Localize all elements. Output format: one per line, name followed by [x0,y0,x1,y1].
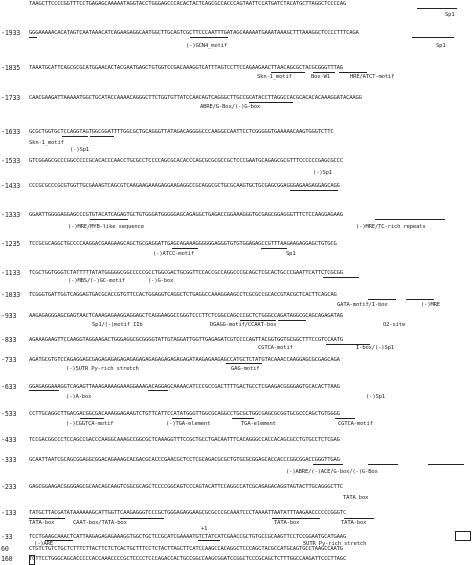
motif-label: (-)Sp1 [313,170,332,176]
sequence-line: CCCGCGCCCGCGTGGTTGCGAAAGTCAGCGTCAAGAAGAAAGAGGAAGAGGCCGCAGGCGCTGCGCAAGTGCTGCGAGCGGAGGGAGAAGAGGAGCAGG [29,183,340,189]
motif-label: (-)MRE/MYB-like sequence [68,224,144,230]
motif-label: GATA-motif/I-box [337,302,388,308]
sequence-line: CCTTGCAGGCTTGACGACGGCGACAAAGGAGAAGTCTGTTCATTCCATATGGGTTGGCGCAGGCCTGCGCTGGCGAGCGCGGTGCGCCCAGCTGTGGGG [29,411,340,417]
motif-underline [412,37,454,38]
motif-underline [261,248,287,249]
sequence-line: GGAATTGGGGAGGAGCCCGTGTACATCAGAGTGCTGTGGGATGGGGGAGCAGAGGCTGAGACCGGAAAGGGTGCGAGCGGAGGGTTTCTCCAAGGAGAAG [29,212,343,218]
motif-label: HRE/ATCT-motif [350,74,395,80]
motif-underline [272,518,320,519]
sequence-line: CTGTCTGTCTGCTCTTTCTTACTTCTCTCACTGCTTTCCTCTACTTAGCTTCATCCAAGCCACAGGCTCCCAGCTACGCCATGCAGTGCCTAAGCCAATG [29,546,343,552]
position-label: -1133 [1,269,21,277]
motif-underline [80,418,104,419]
motif-label: Skn-1_motif [257,74,292,80]
position-label: -1533 [1,157,21,165]
position-label: -933 [1,312,17,320]
position-label: -1835 [1,64,21,72]
motif-label: CAAT-box/TATA-box [73,520,127,526]
sequence-line: GAGCGGAAGACGGGGAGCGCAACAGCAAGTCGGCGCAGCTCCCCGGCAGTCCCAGTACATTCCAGGCCATCGCAGAGACAGGTAGTACTTGCAGGGCTTC [29,484,343,490]
sequence-line: TCCTGAAGCAAACTCATTAAGAGAGAGAAAGGTGGCTGCTCCGCATCGAAAATGTCTATCATCGAACCGCTGTGCCGCAAGTTCCTCCGGAATGCATGAAG [29,534,347,540]
sequence-line: TAAATGCATTCAGCGCGCATGGAACACTACGAATGAGCTGTGGTCCGACAAAGGTCATTTAGTCCTTCCAGAAGAACTTAACAGCGCTACGCGGGTTTAG [29,65,343,71]
start-codon-box [29,555,35,565]
motif-underline [90,136,114,137]
start-codon-box [455,531,471,541]
sequence-line: AGAAAGAAGTTCCAAGGTAGGAAGACTGGGAGGCGCGGGGTATTGTAGGATTGGTTGAGAGATCGTCCCCAGTTACGGTGGTGCGGCTTTCCGTCCAATG [29,337,343,343]
motif-label: (-)A-box [66,394,92,400]
motif-underline [313,464,343,465]
motif-underline [232,418,254,419]
motif-label: Sp1 [286,251,296,257]
motif-label: (-)G-box [148,278,174,284]
motif-underline [190,37,228,38]
motif-label: CGTCA-motif [338,421,373,427]
sequence-line: TAAGCTTCCCCGGTTTCCTGAGAGCAAAAATAGGTACCTGGGAGCCCACACTACTCAGCGCCACCCAGTAATTCCATGATCTACATGCTTAGGCTCCCCAG [29,1,347,7]
motif-label: (-)ABRE/(-)ACE/G-box/(-)G-Box [286,469,378,475]
position-label: -1333 [1,211,21,219]
sequence-line: TCGCTGGTGGGTCTATTTTTATATGGGGGCGGCCCCCGCCTGGCGACTGCGGTTCCACCGCCAGGCCCGCAGCTCGCACTGCCCGAATTCATTCTCGCGG [29,270,343,276]
motif-underline [335,418,355,419]
motif-underline [148,390,168,391]
motif-label: (-)Sp1 [366,394,385,400]
motif-underline [90,219,128,220]
position-label: -1933 [1,29,21,37]
motif-underline [428,464,464,465]
motif-underline [368,464,398,465]
motif-label: (-)ATCC-motif [153,251,195,257]
sequence-line: TCTTCCTGGGCAGCACCCCCACCAAACCCCGCTCCCCTCCCAGACCACTGCCGGCCAAGCGGATCCGGCTCCCGCAGCTCTTTGGCCAAGATTCCCTTAGC [29,556,347,562]
motif-underline [278,320,306,321]
motif-label: TATA-box [274,520,300,526]
motif-underline [120,518,164,519]
position-label: 160 [1,555,13,563]
sequence-line: CAACGAAGATTAAAAATGGCTGCATACCAAAACAGGGCTTCTGGTGTTATCCAACAGTCAGGGCTTGCCGCATACCTTAGGCCACGCACACACAAAGGATACAAGG [29,95,362,101]
motif-label: ABRE/G-Box/(-)G-box [200,104,261,110]
motif-underline [339,72,367,73]
position-label: -133 [1,509,17,517]
motif-underline [172,418,192,419]
motif-underline [29,37,37,38]
position-label: -433 [1,436,17,444]
motif-underline [29,518,65,519]
motif-underline [62,136,88,137]
motif-label: Box-W1 [311,74,330,80]
motif-label: (-)GCN4_motif [186,43,228,49]
position-label: -1033 [1,291,21,299]
position-label: -833 [1,336,17,344]
position-label: -333 [1,456,17,464]
transcription-start-label: +1 [201,526,208,532]
motif-label: TGA-element [241,421,276,427]
motif-underline [198,540,220,541]
motif-underline [368,299,396,300]
sequence-line: TCGGGTGATTGGTCAGGAGTGACGCACCGTGTTCCACTGGAGGTCAGGCTCTGAGGCCAAAGGAAGCCTCGCGCCGCACCGTACGCTCACTTCAGCAG [29,292,337,298]
motif-underline [326,344,370,345]
motif-label: 5UTR Py-rich stretch [303,541,367,547]
motif-label: (-)Sp1 [70,147,89,153]
motif-label: DGAGG-motif/CCAAT-box [210,322,277,328]
motif-underline [29,390,59,391]
motif-label: I-box/(-)Sp1 [356,345,394,351]
motif-underline [313,72,335,73]
motif-underline [344,518,374,519]
motif-underline [45,540,73,541]
sequence-line: AAGAGAGGGAGCGAGTAACTCAAAGAGAAGGAGGAGCTCAGGAAGGCCGGGTCCCTTCTCGGCCAGCCCGCTCTGGGCCAGATAGGCGCAGCAGAGATAG [29,313,343,319]
motif-label: (-)5UTR Py-rich stretch [66,366,139,372]
motif-underline [240,320,276,321]
sequence-line: GCAATTAATCGCAGCGGAGGCGGACAGAAAGCACGACGCACCCGAACGCTCCTCGCAGACGCGCTGTGCGCGGAGCACCACCCGGCGGACCGGGTTGAG [29,457,340,463]
position-label: 60 [1,545,9,553]
position-label: -733 [1,356,17,364]
motif-underline [417,8,457,9]
sequence-line: AGATGCGTGTCCAGAGGAGCGAGAGAGAGAGAGAGAGAGAGAGAGAGAGAGATAAGAGAAGAGCCATGCTCTATGTACAAACCAAGGAGCGCGAGCAGA [29,357,340,363]
position-label: -1433 [1,182,21,190]
position-label: -33 [1,533,13,541]
sequence-line: GTCGGAGCGCCCGGCCCCCGCACACCCAACCTGCGCCTCCCCAGCGCACACCCAGCGCGCGCCGCTCCCGAATGCAGAGCGCGTTTCCCCCCGAGCGCCC [29,158,343,164]
motif-label: Sp1 [445,12,455,18]
motif-underline [226,363,262,364]
motif-label: Sp1/(-)motif IIb [92,322,143,328]
motif-underline [406,299,434,300]
motif-label: (-)TGA-element [166,421,211,427]
motif-underline [249,102,293,103]
position-label: -1235 [1,240,21,248]
motif-label: TATA-box [29,520,55,526]
sequence-line: GGGAAAAACACATAGTCAATAAACATCAGAAGAGGCAATGGCTTGCAGTCGCTTCCCAATTTGATAGCAAAAATGAAATAAAGCTTTAAAGGCTCCCCTTTCAGA [29,30,359,36]
motif-label: (-)MBS/(-)GC-motif [68,278,125,284]
sequence-line: GGAGAGGAAAGGTCAGAGTTAAAGAAAAGAAAGGAAAGACAGGAGCAAAACATCCCGCCGACTTTTGACTGCCTCGAAGACGGGGAGTGCACACTTAAG [29,384,340,390]
motif-underline [271,72,305,73]
sequence-line: TCCGACGGCCCTCCAGCCGACCCAAGGCAAAGCCGGCGCTCAAAGGTTTCCGCTGCCTGACAATTTCACAGGGCCACCACAGCGCCTGTGCCTCTCGAG [29,437,340,443]
motif-label: TATA-box [341,520,367,526]
position-label: -233 [1,483,17,491]
position-label: -533 [1,410,17,418]
sequence-line: TATGCTTACGATATAAAAAAGCATTGGTTCAAGAGGGTCCCGCTGGGAGAGGAAGCGCGCCCGCAAATCCCTAAAATTAATATTTAAGAACCCCCCGGGTC [29,510,347,516]
motif-label: (-)MRE [421,302,440,308]
motif-label: Sp1 [436,43,446,49]
motif-underline [172,248,198,249]
motif-label: Skn-1_motif [29,140,64,146]
position-label: -633 [1,383,17,391]
motif-underline [323,277,359,278]
motif-underline [375,219,445,220]
sequence-line: TCCGCGCAGGCTGCCCCAAGGACGAAGAAGCAGCTGCGAGGATTGAGCAGAAAGGGGGGAGGGTGTGTGGAGAGCCGTTTAAGAAGAGGAGCTGTGCG [29,241,337,247]
motif-underline [290,190,338,191]
sequence-line: GCGCTGGTGCTCCAGGTAGTGGCGGATTTTGGCGCTGCAGGGTTATAGACAGGGGCCCAAGGCCAATTCCTCGGGGGTGAAAAACAAGTGGGTCTTC [29,129,334,135]
motif-label: (-)ARE [34,541,53,547]
motif-label: GAG-motif [231,366,260,372]
position-label: -1633 [1,128,21,136]
position-label: -1733 [1,94,21,102]
motif-label: (-)CGGTCA-motif [66,421,114,427]
motif-label: O2-site [383,322,406,328]
motif-label: CGTCA-motif [258,345,293,351]
motif-label: TATA box [343,495,369,501]
motif-label: (-)MRE/TC-rich repeats [356,224,426,230]
